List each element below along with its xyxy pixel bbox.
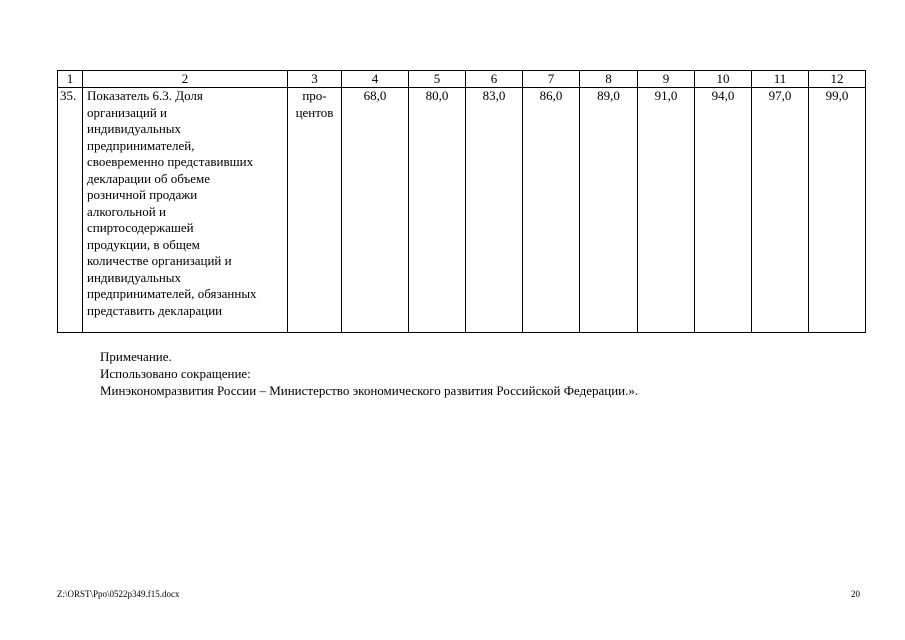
- indicator-description-cell: [83, 88, 288, 333]
- column-header: 5: [409, 71, 466, 88]
- table-header-row: [58, 71, 866, 88]
- description-line: алкогольной и: [87, 203, 166, 219]
- description-line: спиртосодержашей: [87, 220, 194, 235]
- unit-line: про-: [302, 88, 327, 103]
- column-header: 2: [83, 71, 288, 88]
- description-line: предпринимателей,: [87, 137, 195, 153]
- description-line: индивидуальных: [87, 269, 182, 285]
- description-line: своевременно представивших: [87, 154, 254, 169]
- column-header: 3: [288, 71, 342, 88]
- value-cell: 94,0: [695, 88, 752, 333]
- description-line: организаций и: [87, 104, 167, 120]
- data-table-container: [57, 70, 866, 333]
- value-cell: 86,0: [523, 88, 580, 333]
- value-cell: 83,0: [466, 88, 523, 333]
- column-header: 1: [58, 71, 83, 88]
- description-line: продукции, в общем: [87, 236, 200, 252]
- note-block: [100, 348, 638, 399]
- value-cell: 89,0: [580, 88, 638, 333]
- description-line: предпринимателей, обязанных: [87, 286, 257, 301]
- abbreviation-heading: Использовано сокращение:: [100, 366, 251, 381]
- column-header: 10: [695, 71, 752, 88]
- description-line: Показатель 6.3. Доля: [87, 88, 203, 103]
- value-cell: 80,0: [409, 88, 466, 333]
- column-header: 6: [466, 71, 523, 88]
- description-line: представить декларации: [87, 302, 223, 318]
- value-cell: 97,0: [752, 88, 809, 333]
- column-header: 8: [580, 71, 638, 88]
- column-header: 4: [342, 71, 409, 88]
- value-cell: 68,0: [342, 88, 409, 333]
- value-cell: 99,0: [809, 88, 866, 333]
- page-number: 20: [851, 589, 860, 599]
- note-title: Примечание.: [100, 349, 172, 364]
- table-row: [58, 88, 866, 333]
- abbreviation-text: Минэкономразвития России – Министерство экономического развития Российской Федерации.».: [100, 383, 639, 398]
- column-header: 12: [809, 71, 866, 88]
- column-header: 11: [752, 71, 809, 88]
- description-line: розничной продажи: [87, 187, 198, 202]
- column-header: 9: [638, 71, 695, 88]
- column-header: 7: [523, 71, 580, 88]
- footer-file-path: Z:\ORST\Ppo\0522p349.f15.docx: [57, 589, 180, 599]
- unit-cell: [288, 88, 342, 333]
- description-line: декларации об объеме: [87, 170, 210, 186]
- row-number-cell: 35.: [58, 88, 83, 333]
- value-cell: 91,0: [638, 88, 695, 333]
- indicator-table: [57, 70, 866, 333]
- unit-line: центов: [295, 104, 334, 120]
- description-line: количестве организаций и: [87, 253, 232, 268]
- description-line: индивидуальных: [87, 121, 182, 136]
